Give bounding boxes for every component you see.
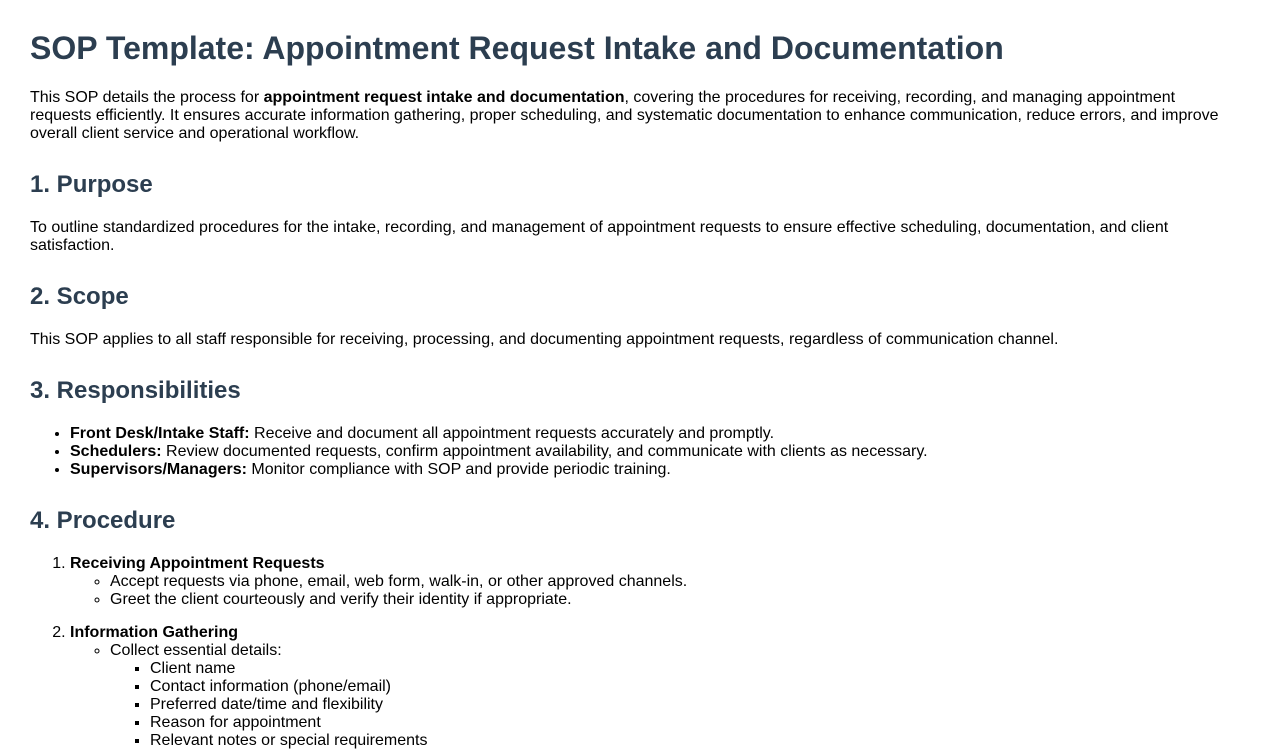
list-item [70, 461, 1233, 479]
list-item: ▪ Client name [150, 660, 1233, 678]
list-item [110, 642, 1233, 750]
list-item: ▪ Reason for appointment [150, 714, 1233, 732]
intro-paragraph [30, 89, 1233, 143]
role-description: Receive and document all appointment requests accurately and promptly. [249, 425, 775, 442]
responsibilities-list [30, 425, 1233, 479]
role-label: Supervisors/Managers: [70, 461, 247, 478]
scope-text: This SOP applies to all staff responsible for receiving, processing, and documenting appointment requests, regardless of communication channel. [30, 331, 1059, 348]
list-item: ◦ Greet the client courteously and verify their identity if appropriate. [110, 591, 1233, 609]
role-description: Review documented requests, confirm appointment availability, and communicate with clients as necessary. [161, 443, 928, 460]
list-item: ▪ Relevant notes or special requirements [150, 732, 1233, 750]
step-substeps [70, 573, 1233, 609]
list-item [70, 443, 1233, 461]
list-item [70, 425, 1233, 443]
list-item: ◦ Accept requests via phone, email, web form, walk-in, or other approved channels. [110, 573, 1233, 591]
procedure-heading: 4. Procedure [30, 507, 176, 534]
step-title: Receiving Appointment Requests [70, 555, 325, 572]
procedure-steps [30, 555, 1233, 750]
detail-list [110, 660, 1233, 750]
role-label: Schedulers: [70, 443, 162, 460]
scope-heading: 2. Scope [30, 283, 129, 310]
intro-suffix: , covering the procedures for receiving, recording, and managing appointment requests efficiently. It ensures accurate information gathering, proper scheduling, and systematic documentation to enhance communication, reduce errors, and improve overall client service and operational workflow. [30, 89, 1219, 142]
procedure-step [70, 624, 1233, 750]
role-description: Monitor compliance with SOP and provide periodic training. [246, 461, 671, 478]
page-title: SOP Template: Appointment Request Intake and Documentation [30, 30, 1004, 66]
responsibilities-heading: 3. Responsibilities [30, 377, 241, 404]
purpose-text: To outline standardized procedures for the intake, recording, and management of appointment requests to ensure effective scheduling, documentation, and client satisfaction. [30, 219, 1169, 254]
intro-prefix: This SOP details the process for [30, 89, 264, 106]
list-item: ▪ Contact information (phone/email) [150, 678, 1233, 696]
role-label: Front Desk/Intake Staff: [70, 425, 250, 442]
intro-bold-phrase: appointment request intake and documentation [263, 89, 625, 106]
procedure-step [70, 555, 1233, 609]
step-title: Information Gathering [70, 624, 238, 641]
list-item: ▪ Preferred date/time and flexibility [150, 696, 1233, 714]
purpose-heading: 1. Purpose [30, 171, 153, 198]
step-substeps [70, 642, 1233, 750]
substep-lead: Collect essential details: [110, 642, 282, 659]
